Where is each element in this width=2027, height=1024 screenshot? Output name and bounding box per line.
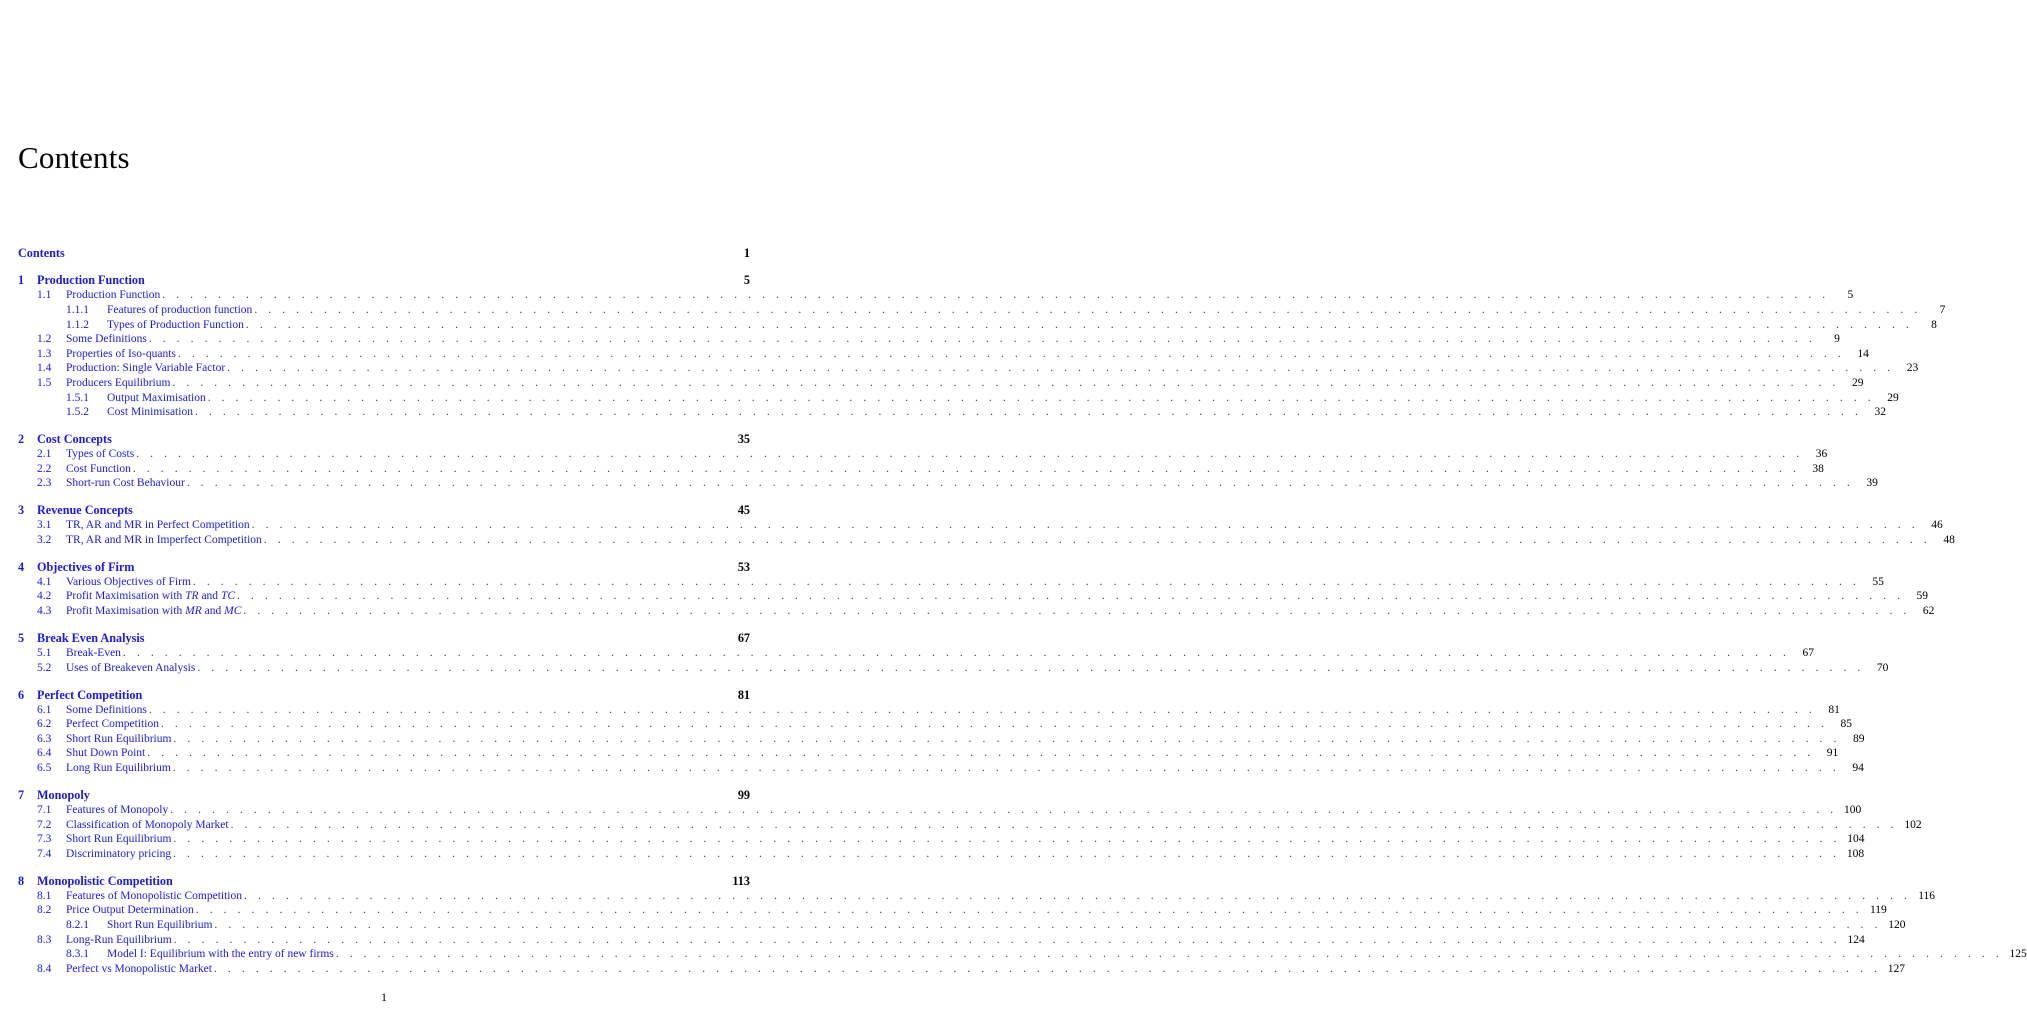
toc-dot-leader: . . . . . . . . . . . . . . . . . . . . . . . . . . . . . . . . . . . . . . . . . . . . . . . . . . . . . . . . . . . . . . . . . . . . . . . . . . . . . . . . . . . . . . . . . . . . . . . . . . . . . . . . . . . . . . . . . . . . . . . . [173,847,1841,860]
toc-entry-number: 8.1 [37,889,52,902]
toc-page-number: 1 [743,246,750,260]
toc-dot-leader: . . . . . . . . . . . . . . . . . . . . . . . . . . . . . . . . . . . . . . . . . . . . . . . . . . . . . . . . . . . . . . . . . . . . . . . . . . . . . . . . . . . . . . . . . . . . . . . . . . . . . . . . . . . . . . . . . . . . . . . . [177,347,1845,360]
toc-entry-number: 5 [18,631,25,646]
toc-entry-title[interactable]: Production: Single Variable Factor [66,362,226,375]
toc-page-number: 89 [1852,732,1865,745]
toc-dot-leader: . . . . . . . . . . . . . . . . . . . . . . . . . . . . . . . . . . . . . . . . . . . . . . . . . . . . . . . . . . . . . . . . . . . . . . . . . . . . . . . . . . . . . . . . . . . . . . . . . . . . . . . . . . . . . . . . . . . . . . . . [122,647,1790,660]
toc-entry-title[interactable]: Price Output Determination [66,904,194,917]
toc-entry-number: 2.2 [37,462,52,475]
toc-page-number: 67 [737,631,750,646]
toc-section-entry[interactable] [18,476,1878,491]
toc-entry-number: 2.1 [37,448,52,461]
toc-chapter-entry[interactable] [18,788,750,803]
toc-dot-leader: . . . . . . . . . . . . . . . . . . . . . . . . . . . . . . . . . . . . . . . . . . . . . . . . . . . . . . . . . . . . . . . . . . . . . . . . . . . . . . . . . . . . . . . . . . . . . . . . . . . . . . . . . . . . . . . . . . . . . . . . [227,362,1895,375]
toc-entry-title[interactable]: Features of Monopolistic Competition [66,889,242,902]
toc-page-number: 119 [1869,904,1887,917]
toc-section-entry[interactable] [18,832,1865,847]
toc-entry-title[interactable]: Production Function [66,289,161,302]
toc-page-number: 29 [1851,376,1864,389]
toc-entry-title[interactable]: Monopolistic Competition [37,873,173,888]
toc-entry-number: 1.4 [37,362,52,375]
toc-page-number: 46 [1931,519,1943,532]
chapter-gap [18,619,750,631]
toc-dot-leader: . . . . . . . . . . . . . . . . . . . . . . . . . . . . . . . . . . . . . . . . . . . . . . . . . . . . . . . . . . . . . . . . . . . . . . . . . . . . . . . . . . . . . . . . . . . . . . . . . . . . . . . . . . . . . . . . . . . . . . . . [207,391,1875,404]
toc-entry-title[interactable]: Properties of Iso-quants [66,347,176,360]
toc-page-number: 29 [1887,391,1899,404]
toc-chapter-entry[interactable] [18,273,750,288]
toc-dot-leader: . . . . . . . . . . . . . . . . . . . . . . . . . . . . . . . . . . . . . . . . . . . . . . . . . . . . . . . . . . . . . . . . . . . . . . . . . . . . . . . . . . . . . . . . . . . . . . . . . . . . . . . . . . . . . . . . . . . . . . . . [136,448,1804,461]
toc-entry-title[interactable]: Long-Run Equilibrium [66,933,172,946]
toc-dot-leader: . . . . . . . . . . . . . . . . . . . . . . . . . . . . . . . . . . . . . . . . . . . . . . . . . . . . . . . . . . . . . . . . . . . . . . . . . . . . . . . . . . . . . . . . . . . . . . . . . . . . . . . . . . . . . . . . . . . . . . . . [186,477,1854,490]
toc-entry-number: 6.5 [37,762,52,774]
toc-dot-leader: . . . . . . . . . . . . . . . . . . . . . . . . . . . . . . . . . . . . . . . . . . . . . . . . . . . . . . . . . . . . . . . . . . . . . . . . . . . . . . . . . . . . . . . . . . . . . . . . . . . . . . . . . . . . . . . . . . . . . . . . [254,303,1922,316]
toc-entry-title[interactable]: Perfect Competition [66,718,159,731]
toc-chapter-entry[interactable] [18,688,750,703]
toc-entry-title[interactable]: Perfect Competition [37,687,143,702]
toc-entry-title[interactable]: Cost Function [66,462,131,475]
toc-chapter-entry[interactable] [18,432,750,447]
toc-entry-title[interactable]: Profit Maximisation with MR and MC [66,605,242,618]
toc-entry-title[interactable]: Short Run Equilibrium [66,833,172,846]
toc-page-number: 59 [1916,590,1929,603]
toc-page-number: 62 [1922,605,1935,618]
chapter-gap [18,547,750,559]
toc-entry-title[interactable]: Producers Equilibrium [66,376,171,389]
toc-entry-number: 8.2 [37,904,52,917]
toc-page-number: 53 [737,559,750,574]
toc-entry-title[interactable]: Classification of Monopoly Market [66,818,229,831]
toc-section-entry[interactable] [18,947,2027,962]
toc-entry-title[interactable]: Types of Costs [66,448,135,461]
toc-entry-title[interactable]: Various Objectives of Firm [66,575,191,588]
toc-entry-title[interactable]: Discriminatory pricing [66,847,172,860]
toc-entry-title[interactable]: Some Definitions [66,333,147,346]
toc-page-number: 113 [732,873,750,888]
toc-dot-leader: . . . . . . . . . . . . . . . . . . . . . . . . . . . . . . . . . . . . . . . . . . . . . . . . . . . . . . . . . . . . . . . . . . . . . . . . . . . . . . . . . . . . . . . . . . . . . . . . . . . . . . . . . . . . . . . . . . . . . . . . [173,732,1841,745]
toc-entry-title[interactable]: Long Run Equilibrium [66,762,171,774]
toc-entry-number: 5.2 [37,661,52,674]
toc-chapter-entry[interactable] [18,631,750,646]
toc-page-number: 127 [1887,962,1905,975]
toc-entry-number: 4.2 [37,590,52,603]
toc-entry-title[interactable]: Short Run Equilibrium [107,918,213,931]
toc-dot-leader: . . . . . . . . . . . . . . . . . . . . . . . . . . . . . . . . . . . . . . . . . . . . . . . . . . . . . . . . . . . . . . . . . . . . . . . . . . . . . . . . . . . . . . . . . . . . . . . . . . . . . . . . . . . . . . . . . . . . . . . . [148,333,1816,346]
toc-section-entry[interactable] [18,332,1840,347]
toc-dot-leader: . . . . . . . . . . . . . . . . . . . . . . . . . . . . . . . . . . . . . . . . . . . . . . . . . . . . . . . . . . . . . . . . . . . . . . . . . . . . . . . . . . . . . . . . . . . . . . . . . . . . . . . . . . . . . . . . . . . . . . . . [263,533,1931,546]
chapter-gap [18,776,750,788]
toc-page-number: 35 [737,432,750,447]
toc-dot-leader: . . . . . . . . . . . . . . . . . . . . . . . . . . . . . . . . . . . . . . . . . . . . . . . . . . . . . . . . . . . . . . . . . . . . . . . . . . . . . . . . . . . . . . . . . . . . . . . . . . . . . . . . . . . . . . . . . . . . . . . . [237,590,1905,603]
toc-page-number: 85 [1840,718,1852,731]
toc-dot-leader: . . . . . . . . . . . . . . . . . . . . . . . . . . . . . . . . . . . . . . . . . . . . . . . . . . . . . . . . . . . . . . . . . . . . . . . . . . . . . . . . . . . . . . . . . . . . . . . . . . . . . . . . . . . . . . . . . . . . . . . . [335,948,2003,961]
toc-entry-number: 8.2.1 [66,918,89,931]
toc-entry-number: 6.1 [37,703,52,716]
toc-chapter-entry[interactable] [18,874,750,889]
toc-entry-title[interactable]: Perfect vs Monopolistic Market [66,962,212,975]
toc-section-entry[interactable] [18,361,1919,376]
toc-page-number: 99 [737,787,750,802]
toc-section-entry[interactable] [18,889,1936,904]
toc-entry-number: 1.1.1 [66,303,89,316]
toc-section-entry[interactable] [18,391,1899,406]
toc-entry-title[interactable]: Objectives of Firm [37,559,135,574]
toc-chapter-entry[interactable] [18,560,750,575]
toc-section-entry[interactable] [18,318,1937,333]
toc-entry-number: 3.1 [37,519,52,532]
toc-page-number: 124 [1847,933,1865,946]
toc-page-number: 55 [1872,575,1884,588]
toc-page-number: 7 [1939,303,1946,316]
toc-page-number: 36 [1815,448,1828,461]
toc-page-number: 39 [1866,477,1878,490]
toc-entry-number: 6.4 [37,747,52,760]
toc-dot-leader: . . . . . . . . . . . . . . . . . . . . . . . . . . . . . . . . . . . . . . . . . . . . . . . . . . . . . . . . . . . . . . . . . . . . . . . . . . . . . . . . . . . . . . . . . . . . . . . . . . . . . . . . . . . . . . . . . . . . . . . . [192,575,1860,588]
toc-entry-title[interactable]: Some Definitions [66,703,147,716]
toc-entry-title[interactable]: Profit Maximisation with TR and TC [66,590,236,603]
toc-section-entry[interactable] [18,447,1828,462]
toc-dot-leader: . . . . . . . . . . . . . . . . . . . . . . . . . . . . . . . . . . . . . . . . . . . . . . . . . . . . . . . . . . . . . . . . . . . . . . . . . . . . . . . . . . . . . . . . . . . . . . . . . . . . . . . . . . . . . . . . . . . . . . . . [251,519,1919,532]
toc-entry-number: 8.4 [37,962,52,975]
toc-entry-number: 6.2 [37,718,52,731]
toc-entry-title[interactable]: Model I: Equilibrium with the entry of new firms [107,948,334,961]
toc-page-number: 67 [1802,647,1814,660]
toc-dot-leader: . . . . . . . . . . . . . . . . . . . . . . . . . . . . . . . . . . . . . . . . . . . . . . . . . . . . . . . . . . . . . . . . . . . . . . . . . . . . . . . . . . . . . . . . . . . . . . . . . . . . . . . . . . . . . . . . . . . . . . . . [170,803,1838,816]
toc-entry-title[interactable]: TR, AR and MR in Perfect Competition [66,519,250,532]
toc-entry-number: 8 [18,873,25,888]
toc-page-number: 38 [1812,462,1824,475]
toc-dot-leader: . . . . . . . . . . . . . . . . . . . . . . . . . . . . . . . . . . . . . . . . . . . . . . . . . . . . . . . . . . . . . . . . . . . . . . . . . . . . . . . . . . . . . . . . . . . . . . . . . . . . . . . . . . . . . . . . . . . . . . . . [230,818,1898,831]
toc-section-entry[interactable] [18,604,1935,619]
toc-section-entry[interactable] [18,933,1865,948]
page-number: 1 [381,990,387,1004]
page-title: Contents [18,140,130,175]
toc-section-entry[interactable] [18,405,1886,420]
toc-entry-number: 6.3 [37,732,52,745]
toc-entry-title[interactable]: Types of Production Function [107,318,244,331]
toc-section-entry[interactable] [18,703,1840,718]
toc-entry-number: 7.1 [37,803,52,816]
toc-dot-leader: . . . . . . . . . . . . . . . . . . . . . . . . . . . . . . . . . . . . . . . . . . . . . . . . . . . . . . . . . . . . . . . . . . . . . . . . . . . . . . . . . . . . . . . . . . . . . . . . . . . . . . . . . . . . . . . . . . . . . . . . [148,703,1816,716]
toc-page-number: 32 [1874,406,1886,419]
toc-dot-leader: . . . . . . . . . . . . . . . . . . . . . . . . . . . . . . . . . . . . . . . . . . . . . . . . . . . . . . . . . . . . . . . . . . . . . . . . . . . . . . . . . . . . . . . . . . . . . . . . . . . . . . . . . . . . . . . . . . . . . . . . [147,747,1815,760]
toc-entry-number: 7.4 [37,847,52,860]
toc-entry-title[interactable]: Shut Down Point [66,747,146,760]
toc-section-entry[interactable] [18,347,1869,362]
toc-dot-leader: . . . . . . . . . . . . . . . . . . . . . . . . . . . . . . . . . . . . . . . . . . . . . . . . . . . . . . . . . . . . . . . . . . . . . . . . . . . . . . . . . . . . . . . . . . . . . . . . . . . . . . . . . . . . . . . . . . . . . . . . [173,933,1841,946]
toc-section-entry[interactable] [18,962,1905,977]
toc-dot-leader: . . . . . . . . . . . . . . . . . . . . . . . . . . . . . . . . . . . . . . . . . . . . . . . . . . . . . . . . . . . . . . . . . . . . . . . . . . . . . . . . . . . . . . . . . . . . . . . . . . . . . . . . . . . . . . . . . . . . . . . . [213,962,1881,975]
toc-section-entry[interactable] [18,903,1887,918]
toc-dot-leader: . . . . . . . . . . . . . . . . . . . . . . . . . . . . . . . . . . . . . . . . . . . . . . . . . . . . . . . . . . . . . . . . . . . . . . . . . . . . . . . . . . . . . . . . . . . . . . . . . . . . . . . . . . . . . . . . . . . . . . . . [243,605,1911,618]
toc-dot-leader: . . . . . . . . . . . . . . . . . . . . . . . . . . . . . . . . . . . . . . . . . . . . . . . . . . . . . . . . . . . . . . . . . . . . . . . . . . . . . . . . . . . . . . . . . . . . . . . . . . . . . . . . . . . . . . . . . . . . . . . . [214,918,1882,931]
toc-section-entry[interactable] [18,303,1946,318]
toc-page-number: 102 [1904,818,1922,831]
chapter-gap [18,491,750,503]
toc-entry-title[interactable]: Uses of Breakeven Analysis [66,661,196,674]
toc-dot-leader: . . . . . . . . . . . . . . . . . . . . . . . . . . . . . . . . . . . . . . . . . . . . . . . . . . . . . . . . . . . . . . . . . . . . . . . . . . . . . . . . . . . . . . . . . . . . . . . . . . . . . . . . . . . . . . . . . . . . . . . . [160,718,1828,731]
toc-entry-title[interactable]: Short-run Cost Behaviour [66,477,185,490]
toc-section-entry[interactable] [18,732,1865,747]
toc-entry-number: 6 [18,687,25,702]
toc-entry-number: 2.3 [37,477,52,490]
toc-entry-number: 1.1.2 [66,318,89,331]
toc-entry-title[interactable]: Revenue Concepts [37,503,133,518]
toc-page-number: 91 [1826,747,1839,760]
toc-section-entry[interactable] [18,661,1889,676]
toc-chapter-entry[interactable] [18,246,750,261]
toc-section-entry[interactable] [18,376,1864,391]
toc-page-number: 81 [1828,703,1840,716]
chapter-gap [18,675,750,687]
toc-entry-number: 1.3 [37,347,52,360]
toc-section-entry[interactable] [18,761,1864,776]
toc-chapter-entry[interactable] [18,503,750,518]
toc-page-number: 108 [1846,847,1865,860]
toc-section-entry[interactable] [18,533,1955,548]
chapter-gap [18,261,750,273]
toc-entry-number: 1.5.1 [66,391,89,404]
toc-entry-title[interactable]: Cost Minimisation [107,406,193,419]
toc-entry-title[interactable]: Monopoly [37,787,90,802]
toc-dot-leader: . . . . . . . . . . . . . . . . . . . . . . . . . . . . . . . . . . . . . . . . . . . . . . . . . . . . . . . . . . . . . . . . . . . . . . . . . . . . . . . . . . . . . . . . . . . . . . . . . . . . . . . . . . . . . . . . . . . . . . . . [132,462,1800,475]
toc-entry-number: 1.5 [37,376,52,389]
toc-entry-title[interactable]: Output Maximisation [107,391,206,404]
toc-entry-number: 4 [18,559,25,574]
toc-dot-leader: . . . . . . . . . . . . . . . . . . . . . . . . . . . . . . . . . . . . . . . . . . . . . . . . . . . . . . . . . . . . . . . . . . . . . . . . . . . . . . . . . . . . . . . . . . . . . . . . . . . . . . . . . . . . . . . . . . . . . . . . [172,376,1840,389]
toc-entry-number: 1.5.2 [66,406,89,419]
toc-page-number: 116 [1918,889,1936,902]
toc-entry-title[interactable]: Contents [18,246,65,260]
toc-page-number: 5 [1847,289,1854,302]
toc-dot-leader: . . . . . . . . . . . . . . . . . . . . . . . . . . . . . . . . . . . . . . . . . . . . . . . . . . . . . . . . . . . . . . . . . . . . . . . . . . . . . . . . . . . . . . . . . . . . . . . . . . . . . . . . . . . . . . . . . . . . . . . . [245,318,1913,331]
toc-section-entry[interactable] [18,646,1814,661]
toc-entry-number: 7.3 [37,833,52,846]
toc-page-number: 45 [737,503,750,518]
toc-page-number: 9 [1834,333,1840,346]
toc-page-number: 48 [1943,533,1955,546]
toc-entry-number: 3.2 [37,533,52,546]
toc-entry-number: 1.1 [37,289,52,302]
toc-entry-title[interactable]: Production Function [37,273,145,288]
toc-entry-title[interactable]: Break Even Analysis [37,631,145,646]
toc-entry-title[interactable]: Short Run Equilibrium [66,732,172,745]
toc-section-entry[interactable] [18,518,1943,533]
toc-section-entry[interactable] [18,847,1865,862]
toc-entry-number: 3 [18,503,25,518]
toc-entry-number: 7.2 [37,818,52,831]
toc-page-number: 94 [1852,762,1864,774]
toc-dot-leader: . . . . . . . . . . . . . . . . . . . . . . . . . . . . . . . . . . . . . . . . . . . . . . . . . . . . . . . . . . . . . . . . . . . . . . . . . . . . . . . . . . . . . . . . . . . . . . . . . . . . . . . . . . . . . . . . . . . . . . . . [244,889,1912,902]
toc-entry-title[interactable]: Break-Even [66,647,121,660]
toc-entry-number: 8.3 [37,933,52,946]
toc-page-number: 100 [1844,803,1862,816]
toc-entry-title[interactable]: TR, AR and MR in Imperfect Competition [66,533,262,546]
toc-page-number: 14 [1857,347,1869,360]
toc-section-entry[interactable] [18,918,1906,933]
toc-dot-leader: . . . . . . . . . . . . . . . . . . . . . . . . . . . . . . . . . . . . . . . . . . . . . . . . . . . . . . . . . . . . . . . . . . . . . . . . . . . . . . . . . . . . . . . . . . . . . . . . . . . . . . . . . . . . . . . . . . . . . . . . [162,289,1830,302]
toc-dot-leader: . . . . . . . . . . . . . . . . . . . . . . . . . . . . . . . . . . . . . . . . . . . . . . . . . . . . . . . . . . . . . . . . . . . . . . . . . . . . . . . . . . . . . . . . . . . . . . . . . . . . . . . . . . . . . . . . . . . . . . . . [197,661,1865,674]
table-of-contents [18,246,2027,976]
toc-entry-number: 4.1 [37,575,52,588]
toc-dot-leader: . . . . . . . . . . . . . . . . . . . . . . . . . . . . . . . . . . . . . . . . . . . . . . . . . . . . . . . . . . . . . . . . . . . . . . . . . . . . . . . . . . . . . . . . . . . . . . . . . . . . . . . . . . . . . . . . . . . . . . . . [173,833,1841,846]
toc-section-entry[interactable] [18,818,1922,833]
toc-entry-number: 8.3.1 [66,948,89,961]
toc-entry-title[interactable]: Features of production function [107,303,253,316]
toc-page-number: 5 [743,273,750,288]
toc-dot-leader: . . . . . . . . . . . . . . . . . . . . . . . . . . . . . . . . . . . . . . . . . . . . . . . . . . . . . . . . . . . . . . . . . . . . . . . . . . . . . . . . . . . . . . . . . . . . . . . . . . . . . . . . . . . . . . . . . . . . . . . . [172,762,1840,774]
toc-dot-leader: . . . . . . . . . . . . . . . . . . . . . . . . . . . . . . . . . . . . . . . . . . . . . . . . . . . . . . . . . . . . . . . . . . . . . . . . . . . . . . . . . . . . . . . . . . . . . . . . . . . . . . . . . . . . . . . . . . . . . . . . [195,904,1863,917]
toc-section-entry[interactable] [18,589,1929,604]
toc-entry-number: 1.2 [37,333,52,346]
toc-entry-number: 5.1 [37,647,52,660]
toc-section-entry[interactable] [18,746,1839,761]
toc-entry-number: 1 [18,273,25,288]
toc-page-number: 70 [1876,661,1889,674]
toc-page-number: 120 [1888,918,1906,931]
toc-page-number: 125 [2009,948,2027,961]
toc-section-entry[interactable] [18,803,1862,818]
toc-section-entry[interactable] [18,717,1852,732]
toc-section-entry[interactable] [18,288,1854,303]
toc-page-number: 23 [1906,362,1919,375]
toc-page-number: 81 [737,687,750,702]
toc-dot-leader: . . . . . . . . . . . . . . . . . . . . . . . . . . . . . . . . . . . . . . . . . . . . . . . . . . . . . . . . . . . . . . . . . . . . . . . . . . . . . . . . . . . . . . . . . . . . . . . . . . . . . . . . . . . . . . . . . . . . . . . . [194,406,1862,419]
toc-entry-number: 2 [18,432,25,447]
toc-entry-number: 7 [18,787,25,802]
chapter-gap [18,420,750,432]
chapter-gap [18,861,750,873]
toc-entry-title[interactable]: Features of Monopoly [66,803,169,816]
toc-entry-title[interactable]: Cost Concepts [37,432,112,447]
toc-section-entry[interactable] [18,462,1824,477]
toc-page-number: 8 [1931,318,1937,331]
toc-entry-number: 4.3 [37,605,52,618]
toc-page-number: 104 [1847,833,1865,846]
toc-section-entry[interactable] [18,575,1884,590]
